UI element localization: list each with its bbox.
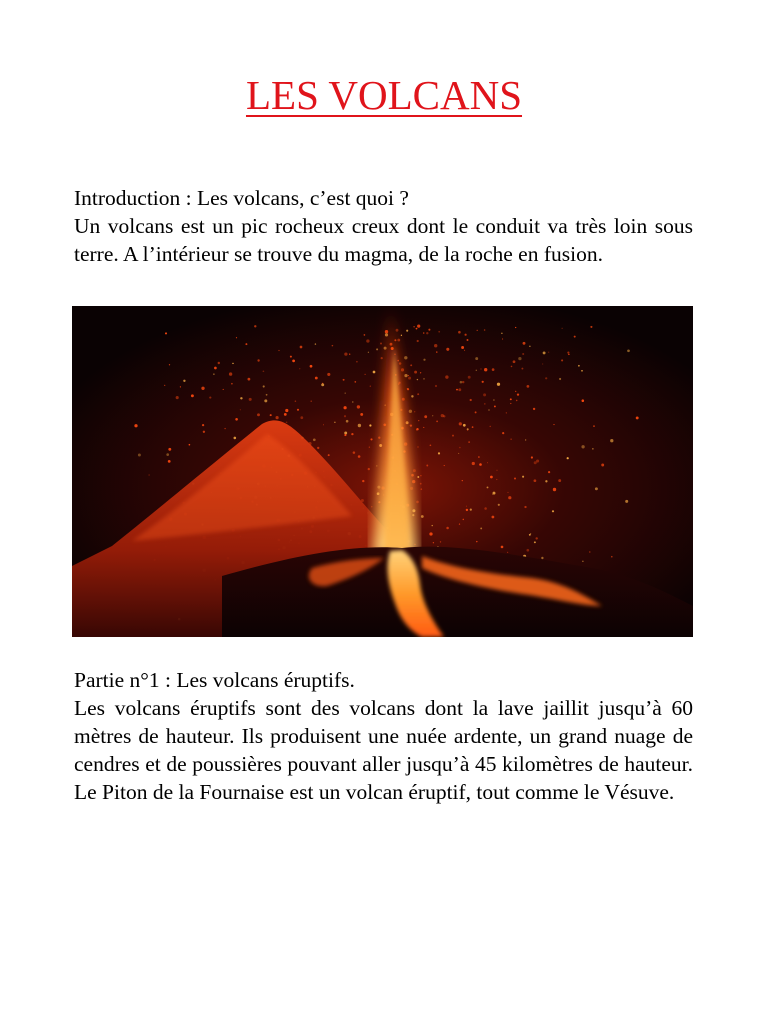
- lava-spark: [407, 388, 409, 390]
- lava-spark: [492, 494, 493, 495]
- lava-spark: [582, 561, 583, 562]
- lava-spark: [352, 401, 353, 402]
- lava-spark: [526, 549, 529, 552]
- lava-spark: [534, 479, 537, 482]
- lava-spark: [488, 409, 489, 410]
- lava-spark: [257, 413, 260, 416]
- lava-spark: [416, 429, 417, 430]
- lava-spark: [478, 456, 480, 458]
- lava-spark: [180, 386, 181, 387]
- lava-spark: [548, 471, 550, 473]
- lava-spark: [514, 477, 516, 479]
- lava-spark: [458, 388, 461, 391]
- lava-spark: [610, 439, 613, 442]
- lava-spark: [590, 326, 592, 328]
- lava-spark: [357, 405, 360, 408]
- lava-spark: [534, 461, 537, 464]
- lava-spark: [240, 397, 242, 399]
- lava-spark: [201, 387, 204, 390]
- lava-spark: [445, 375, 448, 378]
- lava-spark: [593, 425, 595, 427]
- lava-spark: [421, 515, 424, 518]
- lava-spark: [358, 424, 361, 427]
- lava-spark: [470, 509, 472, 511]
- lava-spark: [364, 334, 366, 336]
- lava-spark: [476, 370, 477, 371]
- lava-spark: [164, 385, 165, 386]
- lava-spark: [401, 368, 404, 371]
- lava-spark: [477, 330, 478, 331]
- lava-spark: [492, 368, 495, 371]
- lava-spark: [313, 438, 316, 441]
- lava-spark: [581, 370, 583, 372]
- lava-spark: [240, 409, 241, 410]
- lava-spark: [297, 409, 299, 411]
- lava-spark: [508, 496, 511, 499]
- lava-spark: [410, 424, 412, 426]
- lava-spark: [482, 381, 484, 383]
- lava-spark: [545, 480, 547, 482]
- lava-spark: [462, 381, 464, 383]
- lava-spark: [385, 333, 388, 336]
- lava-spark: [209, 397, 211, 399]
- lava-spark: [417, 393, 419, 395]
- lava-spark: [369, 447, 370, 448]
- lava-spark: [257, 359, 259, 361]
- section-paragraph: Les volcans éruptifs sont des volcans dont la lave jaillit jusqu’à 60 mètres de hauteur. Ils produisent une nuée ardente, un grand nuage de cendres et de poussières pouvant aller jusqu’à 45 kilomètres de hauteur. Le Piton de la Fournaise est un volcan éruptif, tout comme le Vésuve.: [74, 696, 693, 804]
- lava-spark: [535, 537, 537, 539]
- lava-spark: [334, 422, 335, 423]
- lava-spark: [371, 506, 372, 507]
- lava-spark: [452, 435, 454, 437]
- lava-spark: [527, 385, 530, 388]
- lava-spark: [510, 439, 511, 440]
- lava-spark: [446, 348, 449, 351]
- lava-spark: [567, 352, 569, 354]
- lava-spark: [472, 462, 475, 465]
- lava-spark: [502, 338, 503, 339]
- lava-spark: [487, 462, 488, 463]
- lava-spark: [232, 363, 233, 364]
- lava-spark: [417, 446, 418, 447]
- lava-spark: [360, 413, 363, 416]
- lava-spark: [562, 328, 563, 329]
- lava-spark: [507, 552, 508, 553]
- lava-spark: [601, 464, 604, 467]
- lava-spark: [435, 385, 437, 387]
- lava-spark: [169, 364, 170, 365]
- lava-spark: [552, 510, 554, 512]
- lava-spark: [438, 452, 440, 454]
- lava-spark: [328, 454, 330, 456]
- lava-spark: [463, 519, 465, 521]
- lava-spark: [236, 337, 237, 338]
- lava-spark: [589, 551, 590, 552]
- lava-spark: [611, 556, 613, 558]
- lava-spark: [430, 444, 432, 446]
- lava-spark: [423, 332, 425, 334]
- lava-spark: [397, 339, 400, 342]
- lava-spark: [487, 486, 489, 488]
- lava-spark: [327, 373, 330, 376]
- lava-spark: [426, 465, 428, 467]
- lava-spark: [223, 389, 224, 390]
- lava-spark: [418, 420, 419, 421]
- lava-spark: [290, 356, 292, 358]
- lava-spark: [490, 476, 493, 479]
- lava-spark: [515, 391, 516, 392]
- lava-spark: [300, 346, 303, 349]
- lava-spark: [354, 381, 356, 383]
- lava-spark: [351, 433, 353, 435]
- lava-spark: [138, 454, 141, 457]
- lava-spark: [353, 451, 356, 454]
- lava-spark: [465, 334, 467, 336]
- lava-spark: [432, 415, 433, 416]
- lava-spark: [483, 393, 486, 396]
- lava-spark: [523, 342, 526, 345]
- lava-spark: [229, 372, 232, 375]
- lava-spark: [558, 479, 561, 482]
- lava-spark: [480, 527, 482, 529]
- lava-spark: [417, 379, 418, 380]
- lava-spark: [315, 343, 316, 344]
- lava-spark: [436, 351, 437, 352]
- lava-spark: [249, 398, 252, 401]
- lava-spark: [412, 480, 415, 483]
- lava-spark: [295, 400, 297, 402]
- lava-spark: [278, 350, 279, 351]
- lava-spark: [416, 501, 419, 504]
- lava-spark: [461, 346, 464, 349]
- lava-spark: [373, 371, 376, 374]
- lava-spark: [529, 534, 531, 536]
- lava-spark: [423, 378, 424, 379]
- lava-spark: [433, 542, 434, 543]
- lava-spark: [548, 352, 549, 353]
- lava-spark: [423, 427, 424, 428]
- lava-spark: [446, 527, 449, 530]
- lava-spark: [464, 350, 465, 351]
- lava-spark: [561, 359, 563, 361]
- lava-spark: [408, 377, 411, 380]
- lava-spark: [385, 330, 388, 333]
- lava-spark: [408, 375, 409, 376]
- lava-spark: [213, 373, 214, 374]
- lava-spark: [490, 426, 491, 427]
- section-introduction: [74, 184, 693, 268]
- lava-spark: [582, 399, 585, 402]
- lava-spark: [559, 378, 561, 380]
- lava-spark: [531, 456, 533, 458]
- lava-spark: [545, 377, 547, 379]
- lava-spark: [424, 415, 427, 418]
- lava-spark: [413, 326, 414, 327]
- lava-spark: [440, 541, 441, 542]
- lava-spark: [376, 465, 377, 466]
- lava-spark: [380, 343, 382, 345]
- lava-spark: [292, 360, 295, 363]
- lava-spark: [501, 333, 502, 334]
- lava-spark: [438, 331, 440, 333]
- lava-spark: [518, 357, 521, 360]
- lava-spark: [460, 381, 463, 384]
- lava-spark: [456, 389, 458, 391]
- lava-spark: [429, 532, 432, 535]
- lava-spark: [266, 394, 268, 396]
- lava-spark: [344, 415, 346, 417]
- lava-spark: [276, 416, 279, 419]
- lava-spark: [463, 424, 466, 427]
- lava-spark: [542, 363, 543, 364]
- lava-spark: [218, 362, 220, 364]
- page-title: [0, 70, 768, 120]
- lava-spark: [234, 437, 237, 440]
- lava-spark: [497, 383, 500, 386]
- lava-spark: [203, 431, 205, 433]
- lava-spark: [517, 393, 519, 395]
- lava-spark: [332, 345, 334, 347]
- lava-spark: [317, 447, 319, 449]
- lava-spark: [501, 546, 504, 549]
- lava-spark: [543, 351, 546, 354]
- lava-spark: [468, 376, 471, 379]
- lava-spark: [366, 339, 369, 342]
- lava-spark: [358, 455, 361, 458]
- lava-spark: [202, 424, 204, 426]
- lava-spark: [475, 411, 477, 413]
- lava-spark: [510, 403, 511, 404]
- lava-spark: [574, 336, 576, 338]
- lava-spark: [404, 356, 407, 359]
- lava-spark: [409, 410, 412, 413]
- lava-spark: [494, 405, 496, 407]
- lava-spark: [413, 469, 416, 472]
- lava-spark: [370, 438, 372, 440]
- page-title-text: LES VOLCANS: [245, 72, 523, 118]
- lava-spark: [492, 516, 495, 519]
- lava-spark: [434, 344, 437, 347]
- lava-spark: [411, 474, 414, 477]
- lava-spark: [467, 339, 469, 341]
- lava-spark: [346, 420, 349, 423]
- lava-spark: [401, 335, 402, 336]
- lava-spark: [134, 424, 137, 427]
- lava-spark: [344, 352, 347, 355]
- lava-spark: [568, 354, 569, 355]
- section-heading: Partie n°1 : Les volcans éruptifs.: [74, 668, 355, 692]
- lava-spark: [264, 399, 267, 402]
- lava-spark: [515, 327, 516, 328]
- lava-spark: [414, 371, 417, 374]
- lava-spark: [368, 352, 369, 353]
- lava-spark: [404, 374, 407, 377]
- lava-spark: [533, 408, 535, 410]
- lava-spark: [344, 406, 347, 409]
- lava-spark: [323, 424, 324, 425]
- lava-spark: [476, 541, 477, 542]
- lava-spark: [414, 411, 415, 412]
- lava-spark: [263, 370, 265, 372]
- lava-spark: [284, 413, 287, 416]
- lava-spark: [345, 392, 346, 393]
- lava-spark: [378, 437, 380, 439]
- lava-spark: [168, 460, 171, 463]
- lava-spark: [459, 523, 460, 524]
- lava-spark: [522, 353, 524, 355]
- lava-spark: [470, 399, 472, 401]
- lava-spark: [467, 430, 468, 431]
- lava-spark: [578, 365, 580, 367]
- lava-spark: [362, 480, 364, 482]
- lava-spark: [581, 445, 584, 448]
- lava-spark: [506, 412, 507, 413]
- lava-spark: [183, 380, 185, 382]
- lava-spark: [458, 331, 461, 334]
- volcano-eruption-image: [72, 306, 693, 637]
- lava-spark: [534, 541, 536, 543]
- lava-spark: [423, 359, 425, 361]
- lava-spark: [466, 506, 467, 507]
- lava-spark: [349, 354, 350, 355]
- lava-spark: [368, 468, 370, 470]
- lava-spark: [214, 367, 217, 370]
- lava-spark: [406, 330, 408, 332]
- lava-spark: [417, 340, 419, 342]
- section-heading: Introduction : Les volcans, c’est quoi ?: [74, 186, 409, 210]
- lava-spark: [592, 448, 593, 449]
- lava-spark: [484, 329, 486, 331]
- lava-spark: [245, 343, 247, 345]
- lava-spark: [420, 483, 422, 485]
- lava-spark: [459, 447, 461, 449]
- lava-spark: [484, 507, 487, 510]
- lava-spark: [484, 403, 486, 405]
- lava-spark: [176, 396, 179, 399]
- lava-spark: [493, 399, 495, 401]
- lava-spark: [381, 357, 383, 359]
- lava-spark: [369, 424, 371, 426]
- lava-spark: [231, 383, 233, 385]
- lava-spark: [299, 368, 300, 369]
- lava-spark: [513, 360, 516, 363]
- lava-spark: [411, 395, 413, 397]
- lava-spark: [496, 479, 497, 480]
- lava-spark: [311, 401, 312, 402]
- lava-spark: [516, 400, 518, 402]
- lava-spark: [529, 346, 530, 347]
- lava-spark: [510, 398, 512, 400]
- lava-spark: [370, 386, 371, 387]
- lava-spark: [364, 374, 365, 375]
- lava-spark: [189, 444, 191, 446]
- lava-spark: [472, 426, 474, 428]
- lava-spark: [416, 328, 418, 330]
- lava-spark: [235, 418, 238, 421]
- lava-spark: [525, 439, 526, 440]
- lava-spark: [498, 504, 500, 506]
- lava-spark: [300, 416, 303, 419]
- lava-spark: [521, 368, 523, 370]
- lava-spark: [410, 364, 412, 366]
- lava-spark: [480, 368, 481, 369]
- lava-spark: [191, 394, 194, 397]
- lava-spark: [443, 415, 445, 417]
- lava-spark: [511, 366, 513, 368]
- lava-spark: [315, 377, 318, 380]
- lava-spark: [343, 379, 345, 381]
- lava-spark: [524, 506, 526, 508]
- lava-spark: [496, 470, 497, 471]
- lava-spark: [376, 348, 378, 350]
- lava-spark: [344, 434, 346, 436]
- lava-spark: [428, 329, 430, 331]
- lava-spark: [321, 383, 324, 386]
- lava-spark: [567, 457, 569, 459]
- lava-spark: [165, 332, 167, 334]
- lava-spark: [396, 329, 399, 332]
- lava-spark: [627, 349, 630, 352]
- lava-spark: [502, 432, 504, 434]
- lava-spark: [254, 325, 256, 327]
- lava-spark: [270, 414, 272, 416]
- lava-spark: [224, 428, 225, 429]
- lava-spark: [149, 474, 150, 475]
- section-paragraph: Un volcans est un pic rocheux creux dont le conduit va très loin sous terre. A l’intérieur se trouve du magma, de la roche en fusion.: [74, 214, 693, 266]
- lava-spark: [459, 422, 462, 425]
- lava-spark: [344, 432, 347, 435]
- lava-spark: [432, 525, 433, 526]
- lava-spark: [426, 332, 428, 334]
- lava-spark: [458, 453, 459, 454]
- lava-spark: [310, 365, 313, 368]
- volcano-illustration: [72, 306, 693, 637]
- lava-spark: [248, 378, 251, 381]
- lava-spark: [468, 441, 469, 442]
- lava-spark: [466, 509, 468, 511]
- lava-spark: [636, 416, 639, 419]
- lava-spark: [420, 372, 421, 373]
- lava-spark: [507, 492, 508, 493]
- lava-spark: [168, 448, 171, 451]
- section-partie-1: [74, 666, 693, 806]
- lava-spark: [263, 385, 265, 387]
- lava-spark: [625, 500, 628, 503]
- lava-spark: [522, 476, 524, 478]
- lava-spark: [417, 324, 420, 327]
- lava-spark: [475, 357, 478, 360]
- lava-spark: [553, 424, 554, 425]
- lava-spark: [541, 557, 543, 559]
- lava-spark: [553, 488, 556, 491]
- lava-spark: [436, 421, 438, 423]
- lava-spark: [417, 476, 419, 478]
- lava-spark: [286, 421, 288, 423]
- lava-spark: [166, 453, 169, 456]
- lava-spark: [595, 487, 598, 490]
- lava-spark: [484, 368, 487, 371]
- lava-spark: [421, 488, 423, 490]
- lava-spark: [384, 347, 387, 350]
- lava-spark: [479, 463, 482, 466]
- lava-spark: [285, 409, 288, 412]
- lava-spark: [444, 465, 445, 466]
- lava-spark: [462, 480, 463, 481]
- lava-spark: [356, 361, 358, 363]
- lava-spark: [420, 475, 422, 477]
